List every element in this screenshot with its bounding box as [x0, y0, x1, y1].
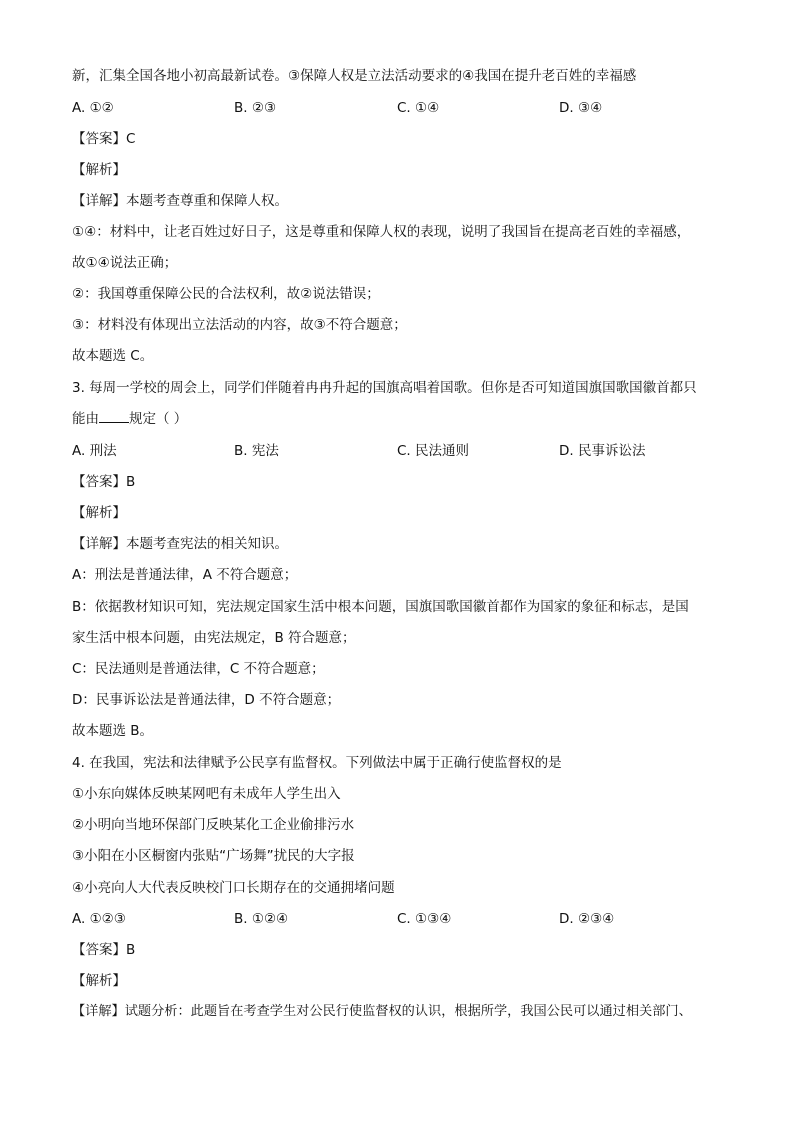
q4-option-b: B. ①②④: [234, 911, 289, 927]
q4-option-a: A. ①②③: [72, 911, 126, 927]
q3-explanation-4: C：民法通则是普通法律，C 不符合题意；: [72, 661, 325, 677]
q3-option-b: B. 宪法: [234, 443, 279, 459]
q2-explanation-4: ③：材料没有体现出立法活动的内容，故③不符合题意；: [72, 317, 407, 333]
q4-answer: 【答案】B: [72, 942, 136, 958]
fill-blank: [99, 410, 129, 423]
q2-option-d: D. ③④: [559, 100, 603, 116]
q3-explanation-2: B：依据教材知识可知，宪法规定国家生活中根本问题，国旗国歌国徽首都作为国家的象征和标志，是国: [72, 599, 689, 615]
q4-detail: 【详解】试题分析：此题旨在考查学生对公民行使监督权的认识，根据所学，我国公民可以通过相关部门、: [72, 1004, 692, 1019]
q2-option-b: B. ②③: [234, 100, 277, 116]
q2-analysis-heading: 【解析】: [72, 162, 126, 178]
q2-explanation-2: 故①④说法正确；: [72, 255, 178, 271]
q3-answer: 【答案】B: [72, 474, 136, 490]
q4-analysis-heading: 【解析】: [72, 973, 126, 989]
q3-option-c: C. 民法通则: [397, 443, 470, 459]
q2-answer: 【答案】C: [72, 131, 136, 147]
q4-statement-1: ①小东向媒体反映某网吧有未成年人学生出入: [72, 786, 341, 802]
q3-explanation-3: 家生活中根本问题，由宪法规定，B 符合题意；: [72, 630, 356, 646]
q3-explanation-5: D：民事诉讼法是普通法律，D 不符合题意；: [72, 692, 341, 708]
q2-option-a: A. ①②: [72, 100, 114, 116]
q4-statement-2: ②小明向当地环保部门反映某化工企业偷排污水: [72, 817, 355, 833]
q4-stem: 4. 在我国，宪法和法律赋予公民享有监督权。下列做法中属于正确行使监督权的是: [72, 755, 562, 771]
q3-detail: 【详解】本题考查宪法的相关知识。: [72, 536, 288, 552]
q3-stem-line-1: 3. 每周一学校的周会上，同学们伴随着冉冉升起的国旗高唱着国歌。但你是否可知道国旗国歌国徽首都只: [72, 380, 697, 396]
q2-option-c: C. ①④: [397, 100, 440, 116]
q3-stem-line-2: [72, 410, 187, 428]
q3-stem-suffix: 规定（ ）: [129, 411, 188, 427]
q3-conclusion: 故本题选 B。: [72, 723, 154, 739]
q4-statement-4: ④小亮向人大代表反映校门口长期存在的交通拥堵问题: [72, 880, 395, 896]
q2-explanation-3: ②：我国尊重保障公民的合法权利，故②说法错误；: [72, 286, 380, 302]
q2-explanation-1: ①④：材料中，让老百姓过好日子，这是尊重和保障人权的表现，说明了我国旨在提高老百姓的幸福感，: [72, 224, 691, 240]
q3-analysis-heading: 【解析】: [72, 505, 126, 521]
q4-option-d: D. ②③④: [559, 911, 615, 927]
q3-option-a: A. 刑法: [72, 443, 117, 459]
q2-detail: 【详解】本题考查尊重和保障人权。: [72, 193, 288, 209]
text-line: 新，汇集全国各地小初高最新试卷。③保障人权是立法活动要求的④我国在提升老百姓的幸福感: [72, 68, 637, 84]
q3-stem-prefix: 能由: [72, 411, 99, 427]
q3-explanation-1: A：刑法是普通法律，A 不符合题意；: [72, 567, 298, 583]
q4-statement-3: ③小阳在小区橱窗内张贴“广场舞”扰民的大字报: [72, 848, 355, 864]
q4-option-c: C. ①③④: [397, 911, 452, 927]
q3-option-d: D. 民事诉讼法: [559, 443, 646, 459]
q2-conclusion: 故本题选 C。: [72, 348, 154, 364]
